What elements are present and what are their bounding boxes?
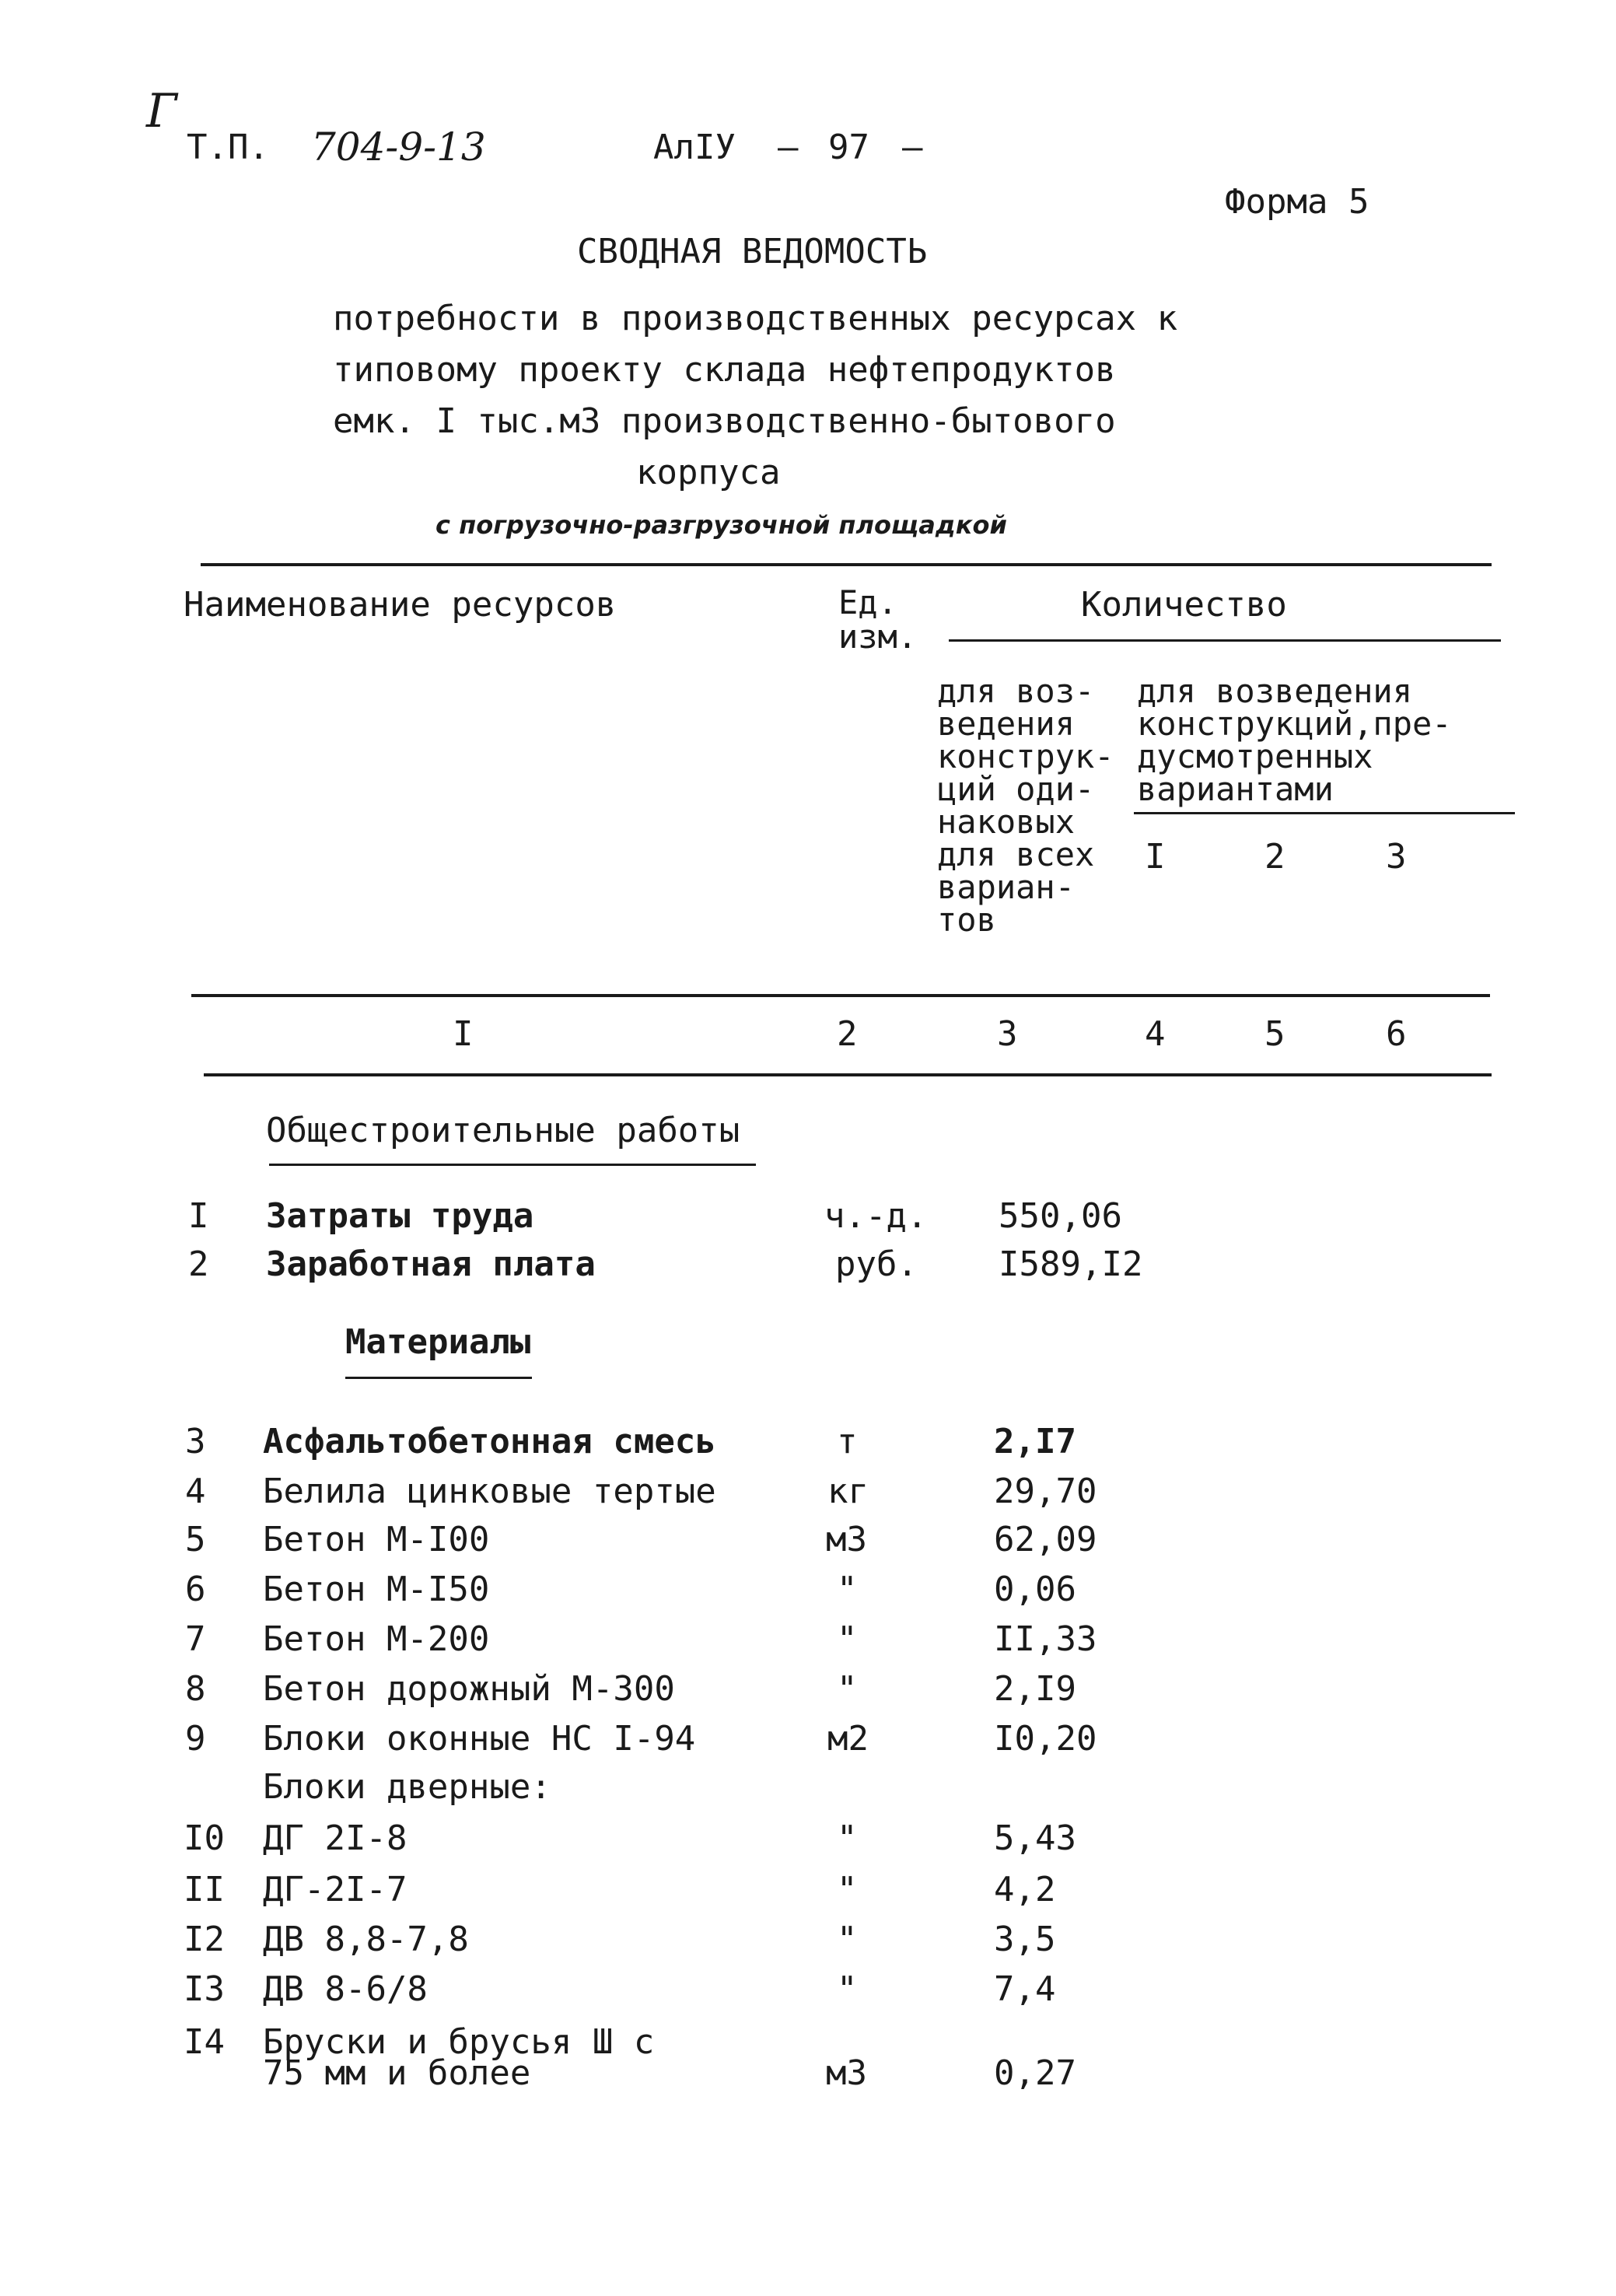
section-materials-title: Материалы xyxy=(345,1322,531,1362)
row-7-qty: II,33 xyxy=(994,1619,1097,1659)
row-12-qty: 3,5 xyxy=(994,1920,1056,1959)
colnum-2: 2 xyxy=(837,1014,858,1054)
colnum-3: 3 xyxy=(997,1014,1018,1054)
row-12-number: I2 xyxy=(184,1920,225,1959)
row-7-number: 7 xyxy=(185,1619,206,1659)
row-1-qty: 550,06 xyxy=(999,1196,1122,1236)
variant-2-header: 2 xyxy=(1264,837,1285,877)
row-2-name: Заработная плата xyxy=(266,1244,596,1284)
row-6-qty: 0,06 xyxy=(994,1570,1076,1609)
variants-line-3: дусмотренных xyxy=(1137,737,1373,775)
row-6-number: 6 xyxy=(185,1570,206,1609)
variants-rule xyxy=(1134,812,1515,814)
row-10-name: ДГ 2I-8 xyxy=(263,1818,407,1858)
row-10-qty: 5,43 xyxy=(994,1818,1076,1858)
row-8-unit: " xyxy=(837,1669,858,1709)
colnum-bottom-rule xyxy=(204,1073,1492,1076)
title-line-4: корпуса xyxy=(636,453,781,492)
row-7-unit: " xyxy=(837,1619,858,1659)
col3-line-6: для всех xyxy=(937,835,1095,873)
quantity-rule xyxy=(949,639,1501,642)
variants-line-1: для возведения xyxy=(1137,672,1413,710)
tp-label: Т.П. xyxy=(187,128,269,167)
row-11-number: II xyxy=(184,1870,225,1909)
row-3-name: Асфальтобетонная смесь xyxy=(263,1422,716,1461)
row-11-qty: 4,2 xyxy=(994,1870,1056,1909)
row-11-name: ДГ-2I-7 xyxy=(263,1870,407,1909)
page-number: 97 xyxy=(828,128,869,167)
row-14-unit: м3 xyxy=(826,2053,867,2093)
row-13-qty: 7,4 xyxy=(994,1969,1056,2009)
row-5-unit: м3 xyxy=(826,1520,867,1559)
col-header-unit-line-1: Ед. xyxy=(838,583,897,621)
album-code: АлIУ xyxy=(653,128,736,167)
row-9-qty: I0,20 xyxy=(994,1719,1097,1759)
col3-line-8: тов xyxy=(937,901,996,939)
row-14-number: I4 xyxy=(184,2022,225,2062)
title-line-3: емк. I тыс.м3 производственно-бытового xyxy=(333,401,1116,441)
row-9-number: 9 xyxy=(185,1719,206,1759)
variant-3-header: 3 xyxy=(1386,837,1407,877)
row-1-name: Затраты труда xyxy=(266,1196,534,1236)
row-13-unit: " xyxy=(837,1969,858,2009)
corner-mark: Г xyxy=(146,84,177,138)
col-header-name: Наименование ресурсов xyxy=(184,585,617,625)
row-4-number: 4 xyxy=(185,1472,206,1511)
row-14-qty: 0,27 xyxy=(994,2053,1076,2093)
row-8-name: Бетон дорожный М-300 xyxy=(263,1669,675,1709)
variants-line-2: конструкций,пре- xyxy=(1137,705,1452,743)
row-5-qty: 62,09 xyxy=(994,1520,1097,1559)
colnum-4: 4 xyxy=(1145,1014,1166,1054)
row-6-name: Бетон М-I50 xyxy=(263,1570,490,1609)
row-4-qty: 29,70 xyxy=(994,1472,1097,1511)
row-1-number: I xyxy=(188,1196,209,1236)
col3-line-3: конструк- xyxy=(937,737,1114,775)
row-2-number: 2 xyxy=(188,1244,209,1284)
colnum-5: 5 xyxy=(1264,1014,1285,1054)
row-14-name: Бруски и брусья Ш с xyxy=(263,2022,655,2062)
row-3-qty: 2,I7 xyxy=(994,1422,1076,1461)
row-4-name: Белила цинковые тертые xyxy=(263,1472,716,1511)
row-14-name-cont: 75 мм и более xyxy=(263,2053,531,2093)
row-doors-heading: Блоки дверные: xyxy=(263,1767,551,1807)
section-materials-underline xyxy=(345,1377,532,1379)
title-line-1: потребности в производственных ресурсах к xyxy=(333,299,1178,338)
colnum-6: 6 xyxy=(1386,1014,1407,1054)
col3-line-7: вариан- xyxy=(937,868,1076,906)
table-top-rule xyxy=(201,563,1492,566)
row-3-unit: т xyxy=(837,1422,858,1461)
row-8-qty: 2,I9 xyxy=(994,1669,1076,1709)
row-3-number: 3 xyxy=(185,1422,206,1461)
row-9-unit: м2 xyxy=(827,1719,869,1759)
section-general-title: Общестроительные работы xyxy=(266,1111,740,1150)
row-6-unit: " xyxy=(837,1570,858,1609)
col-header-quantity: Количество xyxy=(1081,585,1287,625)
dash-2: — xyxy=(902,128,923,167)
row-12-name: ДВ 8,8-7,8 xyxy=(263,1920,469,1959)
row-13-number: I3 xyxy=(184,1969,225,2009)
variants-line-4: вариантами xyxy=(1137,770,1334,808)
row-2-unit: руб. xyxy=(835,1244,918,1284)
col3-line-1: для воз- xyxy=(937,672,1095,710)
row-9-name: Блоки оконные НС I-94 xyxy=(263,1719,696,1759)
tp-number: 704-9-13 xyxy=(311,124,486,170)
row-7-name: Бетон М-200 xyxy=(263,1619,490,1659)
row-10-unit: " xyxy=(837,1818,858,1858)
dash-1: — xyxy=(778,128,799,167)
form-label: Форма 5 xyxy=(1225,182,1369,222)
row-1-unit: ч.-д. xyxy=(824,1196,928,1236)
document-title: СВОДНАЯ ВЕДОМОСТЬ xyxy=(577,232,928,271)
row-8-number: 8 xyxy=(185,1669,206,1709)
row-2-qty: I589,I2 xyxy=(999,1244,1143,1284)
colnum-1: I xyxy=(453,1014,474,1054)
col3-line-5: наковых xyxy=(937,803,1076,841)
handwritten-note: с погрузочно-разгрузочной площадкой xyxy=(435,510,1007,540)
row-4-unit: кг xyxy=(827,1472,869,1511)
row-5-name: Бетон М-I00 xyxy=(263,1520,490,1559)
header-bottom-rule xyxy=(191,994,1490,997)
variant-1-header: I xyxy=(1145,837,1166,877)
section-general-underline xyxy=(269,1164,756,1166)
row-12-unit: " xyxy=(837,1920,858,1959)
col3-line-4: ций оди- xyxy=(937,770,1095,808)
row-11-unit: " xyxy=(837,1870,858,1909)
row-13-name: ДВ 8-6/8 xyxy=(263,1969,428,2009)
col-header-unit-line-2: изм. xyxy=(838,618,918,656)
row-10-number: I0 xyxy=(184,1818,225,1858)
col3-line-2: ведения xyxy=(937,705,1076,743)
row-5-number: 5 xyxy=(185,1520,206,1559)
title-line-2: типовому проекту склада нефтепродуктов xyxy=(333,350,1116,390)
